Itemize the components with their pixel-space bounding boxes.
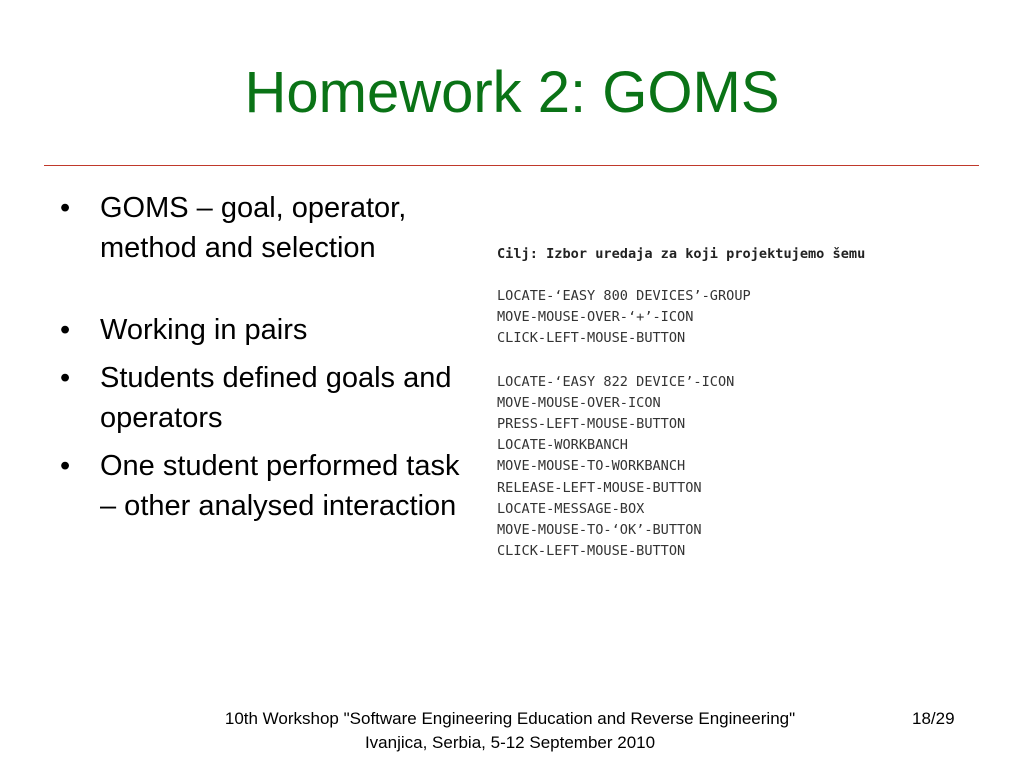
slide-footer xyxy=(140,707,880,755)
code-line: MOVE-MOUSE-TO-‘OK’-BUTTON xyxy=(497,522,702,539)
bullet-icon: • xyxy=(60,314,71,346)
bullet-item xyxy=(60,446,460,526)
code-line: LOCATE-WORKBANCH xyxy=(497,437,628,454)
code-line: LOCATE-‘EASY 800 DEVICES’-GROUP xyxy=(497,288,751,304)
code-line: RELEASE-LEFT-MOUSE-BUTTON xyxy=(497,479,702,496)
code-heading: Cilj: Izbor uredaja za koji projektujemo šemu xyxy=(497,246,866,262)
goms-code-image xyxy=(497,244,865,562)
code-line: CLICK-LEFT-MOUSE-BUTTON xyxy=(497,543,686,560)
bullet-item xyxy=(60,310,460,350)
code-block-2 xyxy=(497,372,865,563)
slide-title: Homework 2: GOMS xyxy=(244,60,780,125)
code-line: MOVE-MOUSE-TO-WORKBANCH xyxy=(497,458,686,475)
bullet-text: Students defined goals and operators xyxy=(100,362,452,434)
bullet-item xyxy=(60,188,460,268)
page-number: 18/29 xyxy=(912,709,955,728)
bullet-icon: • xyxy=(60,362,71,394)
bullet-item xyxy=(60,358,460,438)
footer-line-2: Ivanjica, Serbia, 5-12 September 2010 xyxy=(364,733,656,752)
code-block-1 xyxy=(497,286,865,350)
code-line: LOCATE-‘EASY 822 DEVICE’-ICON xyxy=(497,373,735,390)
bullet-text: Working in pairs xyxy=(100,314,308,346)
bullet-icon: • xyxy=(60,192,71,224)
footer-line-1: 10th Workshop "Software Engineering Education and Reverse Engineering" xyxy=(224,709,796,728)
code-line: LOCATE-MESSAGE-BOX xyxy=(497,500,645,517)
bullet-text: One student performed task – other analysed interaction xyxy=(100,450,460,522)
code-line: MOVE-MOUSE-OVER-ICON xyxy=(497,394,661,411)
bullet-text: GOMS – goal, operator, method and selection xyxy=(100,192,407,264)
bullet-icon: • xyxy=(60,450,71,482)
bullet-list xyxy=(60,188,460,526)
code-line: CLICK-LEFT-MOUSE-BUTTON xyxy=(497,330,686,347)
title-divider xyxy=(44,165,979,166)
code-line: MOVE-MOUSE-OVER-‘+’-ICON xyxy=(497,309,694,326)
code-line: PRESS-LEFT-MOUSE-BUTTON xyxy=(497,416,686,433)
